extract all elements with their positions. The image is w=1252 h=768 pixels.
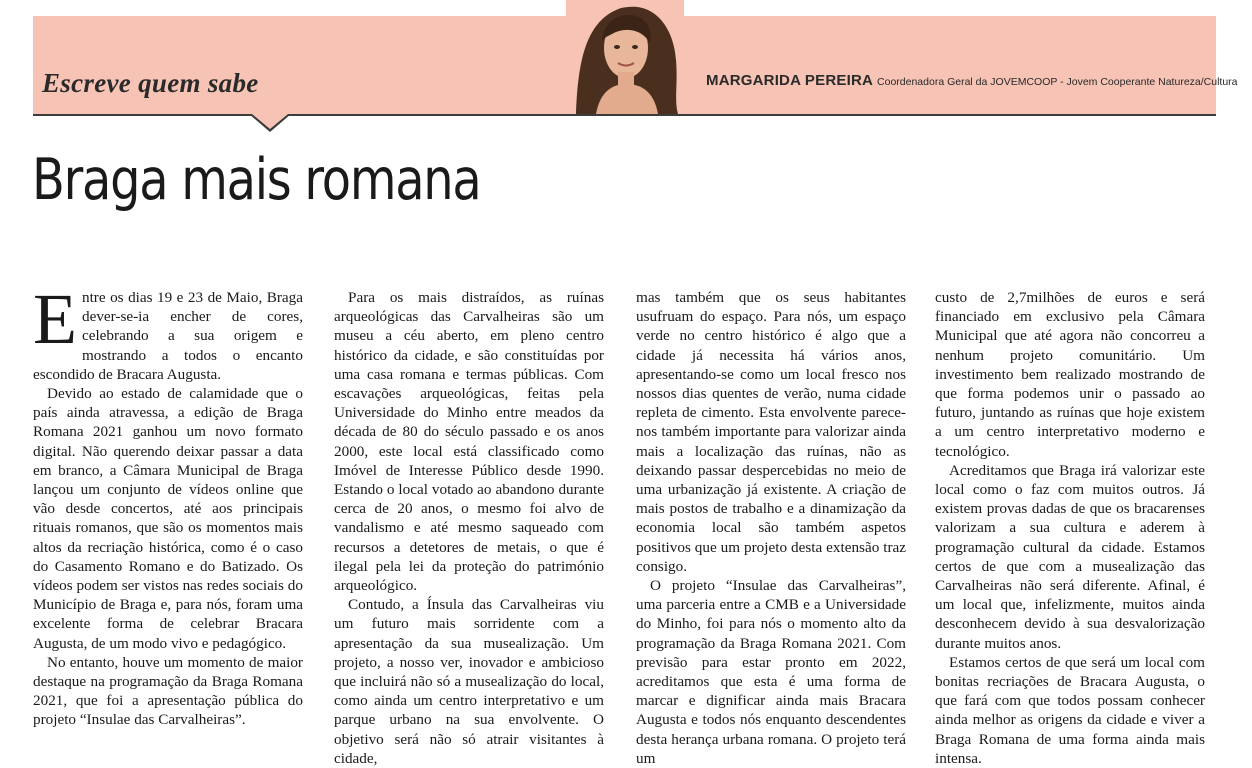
section-title: Escreve quem sabe bbox=[42, 68, 259, 98]
author-portrait-icon bbox=[566, 0, 684, 114]
article-paragraph: Devido ao estado de calamidade que o país ainda atravessa, a edição de Braga Romana 2021 ganhou um novo formato digital. Não querendo deixar passar a data em branco, a Câmara Municipal de Braga lançou um conjunto de vídeos online que vão desde concertos, até aos principais rituais romanos, que são os momentos mais altos da recriação histórica, como é o caso do Casamento Romano e do Batizado. Os vídeos podem ser vistos nas redes sociais do Município de Braga e, para nós, foram uma excelente forma de celebrar Bracara Augusta, de um modo vivo e pedagógico. bbox=[33, 385, 303, 652]
article-column-1 bbox=[33, 279, 303, 730]
author-name: MARGARIDA PEREIRA bbox=[706, 72, 874, 89]
article-paragraph: Estamos certos de que será um local com bonitas recriações de Bracara Augusta, o que fará com que todos possam conhecer ainda melhor as origens da cidade e viver a Braga Romana de uma forma ainda mais intensa. bbox=[935, 653, 1205, 767]
article-paragraph: O projeto “Insulae das Carvalheiras”, uma parceria entre a CMB e a Universidade do Minho, foi para nós o momento alto da programação da Braga Romana 2021. Com previsão para estar pronto em 2022, acreditamos que esta é uma forma de marcar e dignificar ainda mais Bracara Augusta e todos nós enquanto descendentes desta herança urbana romana. O projeto terá um bbox=[636, 577, 906, 767]
header-rule bbox=[33, 114, 1216, 116]
article-paragraph: No entanto, houve um momento de maior destaque na programação da Braga Romana 2021, que foi a apresentação pública do projeto “Insulae das Carvalheiras”. bbox=[33, 653, 303, 729]
article-paragraph: Para os mais distraídos, as ruínas arqueológicas das Carvalheiras são um museu a céu aberto, em pleno centro histórico da cidade, e são constituídas por uma casa romana e termas públicas. Com escavações arqueológicas, feitas pela Universidade do Minho entre meados da década de 80 do século passado e os anos 2000, este local está classificado como Imóvel de Interesse Público desde 1990. Estando o local votado ao abandono durante cerca de 20 anos, o mesmo foi alvo de vandalismo e até mesmo saqueado com recursos a detetores de metais, o que é ilegal pela lei da proteção do património arqueológico. bbox=[334, 289, 604, 595]
article-column-3 bbox=[636, 288, 906, 768]
article-paragraph: custo de 2,7milhões de euros e será financiado em exclusivo pela Câmara Municipal que até agora não concorreu a nenhum projeto comunitário. Um investimento bem realizado mostrando de que forma podemos unir o passado ao futuro, juntando as ruínas que hoje existem a um centro interpretativo moderno e tecnológico. bbox=[935, 289, 1205, 460]
article-paragraph: Entre os dias 19 e 23 de Maio, Braga dever-se-ia encher de cores, celebrando a sua origem e mostrando a todos o encanto escondido de Bracara Augusta. bbox=[33, 279, 303, 383]
author-byline bbox=[706, 72, 1238, 90]
author-photo bbox=[566, 0, 684, 114]
article-column-2 bbox=[334, 288, 604, 768]
author-role: Coordenadora Geral da JOVEMCOOP - Jovem Cooperante Natureza/Cultura bbox=[877, 76, 1238, 88]
article-paragraph: mas também que os seus habitantes usufruam do espaço. Para nós, um espaço verde no centro histórico é algo que a cidade já necessita há vários anos, apresentando-se como um local fresco nos nossos dias quentes de verão, numa cidade repleta de cimento. Esta envolvente parece-nos também importante para valorizar ainda mais a localização das ruínas, não as deixando passar despercebidas no meio de uma urbanização já existente. A criação de mais postos de trabalho e a dinamização da economia local são também aspetos positivos que um projeto desta extensão traz consigo. bbox=[636, 289, 906, 575]
article-paragraph: Contudo, a Ínsula das Carvalheiras viu um futuro mais sorridente com a apresentação da sua musealização. Um projeto, a nosso ver, inovador e ambicioso que incluirá não só a musealização do local, como ainda um centro interpretativo e um parque urbano na sua envolvente. O objetivo será não só atrair visitantes à cidade, bbox=[334, 596, 604, 767]
drop-cap: E bbox=[33, 279, 77, 359]
article-title: Braga mais romana bbox=[32, 147, 481, 213]
article-column-4 bbox=[935, 288, 1205, 768]
article-paragraph: Acreditamos que Braga irá valorizar este local como o faz com muitos outros. Já existem provas dadas de que os bracarenses valorizam a sua cultura e aderem à programação cultural da cidade. Estamos certos de que com a musealização das Carvalheiras não será diferente. Afinal, é um local que, infelizmente, muitos ainda desconhecem devido à sua desvalorização durante muitos anos. bbox=[935, 461, 1205, 652]
